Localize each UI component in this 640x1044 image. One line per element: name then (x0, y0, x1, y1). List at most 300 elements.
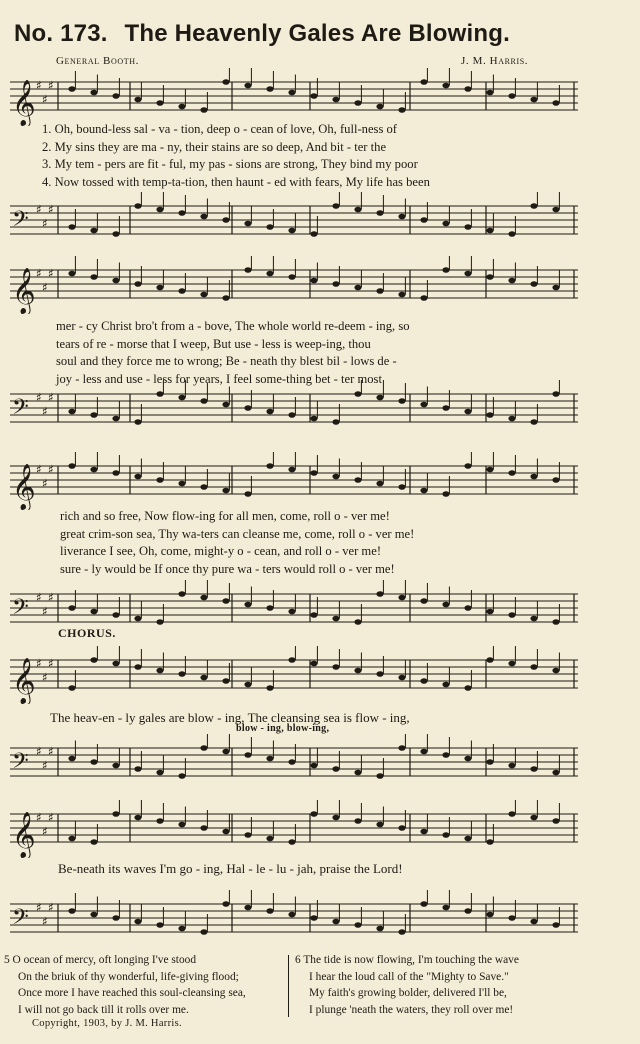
notehead (156, 619, 163, 625)
notehead (486, 657, 493, 663)
notehead (112, 416, 119, 422)
notehead (112, 231, 119, 237)
notehead (552, 391, 559, 397)
notehead (310, 661, 317, 667)
notehead (68, 908, 75, 914)
notehead (530, 474, 537, 480)
notehead (354, 922, 361, 928)
notehead (442, 405, 449, 411)
notehead (552, 922, 559, 928)
notehead (178, 671, 185, 677)
notehead (398, 929, 405, 935)
notehead (90, 467, 97, 473)
notehead (288, 228, 295, 234)
staff-chorus1-bass (10, 734, 578, 792)
sharp-icon: ♯ (36, 744, 42, 759)
sharp-icon: ♯ (42, 914, 48, 929)
notehead (420, 402, 427, 408)
notehead (200, 675, 207, 681)
notehead (354, 285, 361, 291)
notehead (200, 825, 207, 831)
notehead (244, 405, 251, 411)
sharp-icon: ♯ (36, 78, 42, 93)
notehead (156, 818, 163, 824)
notehead (332, 203, 339, 209)
verse5-line: I will not go back till it rolls over me. (18, 1003, 189, 1016)
bass-clef-icon: 𝄢 (12, 595, 29, 625)
notehead (68, 86, 75, 92)
notehead (178, 822, 185, 828)
notehead (244, 83, 251, 89)
notehead (464, 86, 471, 92)
notehead (134, 919, 141, 925)
notehead (288, 839, 295, 845)
hymn-title (14, 20, 510, 48)
notehead (178, 395, 185, 401)
notehead (552, 668, 559, 674)
notehead (420, 749, 427, 755)
notehead (244, 832, 251, 838)
notehead (354, 100, 361, 106)
notehead (354, 818, 361, 824)
verse3-line2: soul and they force me to wrong; Be - neath thy blest bil - lows de - (56, 354, 397, 368)
notehead (156, 477, 163, 483)
notehead (530, 281, 537, 287)
verse1-line2: mer - cy Christ bro't from a - bove, The whole world re-deem - ing, so (56, 319, 410, 333)
chorus-echo-text: blow - ing, blow-ing, (236, 723, 330, 734)
notehead (486, 609, 493, 615)
notehead (200, 292, 207, 298)
notehead (508, 231, 515, 237)
notehead (112, 278, 119, 284)
notehead (288, 412, 295, 418)
sharp-icon: ♯ (42, 476, 48, 491)
notehead (530, 815, 537, 821)
notehead (156, 285, 163, 291)
verse2-line3: great crim-son sea, Thy wa-ters can cleanse me, come, roll o - ver me! (60, 526, 415, 541)
sharp-icon: ♯ (36, 266, 42, 281)
notehead (354, 207, 361, 213)
verse1-line3: rich and so free, Now flow-ing for all men, come, roll o - ver me! (60, 509, 390, 523)
notehead (288, 90, 295, 96)
notehead (530, 616, 537, 622)
chorus-label: CHORUS. (58, 626, 116, 640)
notehead (354, 770, 361, 776)
sharp-icon: ♯ (42, 280, 48, 295)
notehead (156, 922, 163, 928)
notehead (442, 221, 449, 227)
verse4-line3: sure - ly would be If once thy pure wa - ters would roll o - ver me! (60, 561, 395, 576)
notehead (354, 391, 361, 397)
notehead (486, 90, 493, 96)
notehead (486, 467, 493, 473)
notehead (68, 409, 75, 415)
notehead (156, 207, 163, 213)
notehead (442, 682, 449, 688)
notehead (332, 664, 339, 670)
bass-staff-graphic (10, 380, 578, 438)
notehead (288, 467, 295, 473)
sharp-icon: ♯ (48, 590, 54, 605)
notehead (288, 274, 295, 280)
sharp-icon: ♯ (42, 92, 48, 107)
notehead (464, 605, 471, 611)
notehead (156, 770, 163, 776)
verse4-line2: joy - less and use - less for years, I feel some-thing bet - ter most (56, 371, 382, 386)
treble-staff-graphic (10, 800, 578, 858)
notehead (442, 83, 449, 89)
notehead (134, 419, 141, 425)
notehead (134, 616, 141, 622)
sharp-icon: ♯ (42, 824, 48, 839)
treble-staff-graphic (10, 256, 578, 314)
notehead (508, 763, 515, 769)
notehead (464, 224, 471, 230)
notehead (420, 79, 427, 85)
sharp-icon: ♯ (36, 900, 42, 915)
sharp-icon: ♯ (48, 900, 54, 915)
treble-clef-icon: 𝄞 (12, 658, 36, 704)
notehead (156, 391, 163, 397)
copyright-notice: Copyright, 1903, by J. M. Harris. (32, 1018, 182, 1029)
notehead (266, 463, 273, 469)
treble-staff-graphic (10, 68, 578, 126)
sharp-icon: ♯ (48, 810, 54, 825)
notehead (134, 766, 141, 772)
notehead (398, 214, 405, 220)
notehead (134, 815, 141, 821)
notehead (310, 915, 317, 921)
notehead (464, 756, 471, 762)
notehead (332, 419, 339, 425)
notehead (244, 267, 251, 273)
sharp-icon: ♯ (48, 266, 54, 281)
bass-clef-icon: 𝄢 (12, 905, 29, 935)
notehead (310, 93, 317, 99)
bass-clef-icon: 𝄢 (12, 395, 29, 425)
notehead (508, 915, 515, 921)
notehead (398, 595, 405, 601)
notehead (398, 398, 405, 404)
notehead (376, 822, 383, 828)
verse-divider (288, 955, 289, 1017)
sharp-icon: ♯ (48, 744, 54, 759)
notehead (376, 671, 383, 677)
notehead (486, 839, 493, 845)
notehead (222, 598, 229, 604)
notehead (420, 295, 427, 301)
notehead (530, 203, 537, 209)
notehead (288, 759, 295, 765)
sharp-icon: ♯ (42, 216, 48, 231)
notehead (376, 481, 383, 487)
notehead (244, 221, 251, 227)
notehead (266, 409, 273, 415)
notehead (552, 818, 559, 824)
notehead (266, 86, 273, 92)
notehead (90, 609, 97, 615)
notehead (266, 908, 273, 914)
notehead (486, 228, 493, 234)
notehead (200, 745, 207, 751)
verse6-line: I plunge 'neath the waters, they roll over me! (309, 1003, 514, 1016)
bass-staff-graphic (10, 890, 578, 948)
notehead (266, 271, 273, 277)
notehead (68, 836, 75, 842)
notehead (332, 281, 339, 287)
notehead (288, 912, 295, 918)
bass-clef-icon: 𝄢 (12, 749, 29, 779)
notehead (552, 619, 559, 625)
notehead (178, 926, 185, 932)
chorus-lyric-line1: The heav-en - ly gales are blow - ing, The cleansing sea is flow - ing, (50, 710, 410, 725)
notehead (90, 657, 97, 663)
notehead (530, 919, 537, 925)
notehead (442, 602, 449, 608)
notehead (398, 745, 405, 751)
notehead (178, 210, 185, 216)
notehead (354, 619, 361, 625)
notehead (178, 288, 185, 294)
notehead (508, 278, 515, 284)
notehead (552, 477, 559, 483)
verse6-line: 6 The tide is now flowing, I'm touching the wave (295, 954, 519, 966)
notehead (134, 664, 141, 670)
notehead (200, 595, 207, 601)
notehead (508, 93, 515, 99)
notehead (112, 811, 119, 817)
sharp-icon: ♯ (36, 462, 42, 477)
notehead (376, 926, 383, 932)
notehead (68, 224, 75, 230)
notehead (398, 107, 405, 113)
notehead (90, 90, 97, 96)
sharp-icon: ♯ (36, 390, 42, 405)
lyricist-credit: General Booth. (56, 55, 139, 67)
notehead (112, 661, 119, 667)
notehead (552, 207, 559, 213)
notehead (310, 612, 317, 618)
staff-system1-bass (10, 192, 578, 250)
notehead (266, 836, 273, 842)
treble-clef-icon: 𝄞 (12, 80, 36, 126)
notehead (134, 474, 141, 480)
notehead (200, 484, 207, 490)
sharp-icon: ♯ (36, 202, 42, 217)
sharp-icon: ♯ (36, 810, 42, 825)
verse5-line: On the briuk of thy wonderful, life-giving flood; (18, 970, 239, 983)
notehead (486, 759, 493, 765)
notehead (310, 470, 317, 476)
sharp-icon: ♯ (42, 404, 48, 419)
notehead (266, 224, 273, 230)
notehead (244, 752, 251, 758)
notehead (354, 477, 361, 483)
notehead (552, 770, 559, 776)
notehead (398, 292, 405, 298)
notehead (552, 100, 559, 106)
notehead (222, 749, 229, 755)
sharp-icon: ♯ (48, 390, 54, 405)
notehead (222, 79, 229, 85)
notehead (112, 915, 119, 921)
notehead (508, 612, 515, 618)
notehead (332, 616, 339, 622)
notehead (134, 281, 141, 287)
verse-6 (295, 952, 640, 1018)
notehead (508, 470, 515, 476)
sharp-icon: ♯ (48, 78, 54, 93)
notehead (332, 815, 339, 821)
notehead (90, 274, 97, 280)
notehead (134, 203, 141, 209)
bass-clef-icon: 𝄢 (12, 207, 29, 237)
notehead (112, 93, 119, 99)
notehead (90, 412, 97, 418)
sharp-icon: ♯ (36, 590, 42, 605)
notehead (420, 488, 427, 494)
notehead (398, 675, 405, 681)
staff-system2-treble (10, 256, 578, 314)
notehead (288, 609, 295, 615)
notehead (112, 470, 119, 476)
notehead (376, 288, 383, 294)
sharp-icon: ♯ (42, 758, 48, 773)
notehead (398, 825, 405, 831)
hymn-name: The Heavenly Gales Are Blowing. (124, 20, 510, 47)
notehead (266, 605, 273, 611)
notehead (442, 752, 449, 758)
notehead (530, 664, 537, 670)
notehead (178, 104, 185, 110)
notehead (376, 395, 383, 401)
verse1-line1: 1. Oh, bound-less sal - va - tion, deep o - cean of love, Oh, full-ness of (42, 122, 397, 136)
notehead (420, 598, 427, 604)
composer-credit: J. M. Harris. (461, 55, 529, 67)
notehead (90, 912, 97, 918)
notehead (200, 107, 207, 113)
notehead (68, 605, 75, 611)
verse2-line2: tears of re - morse that I weep, But use - less is weep-ing, thou (56, 336, 371, 351)
bass-staff-graphic (10, 192, 578, 250)
notehead (552, 285, 559, 291)
notehead (376, 773, 383, 779)
treble-clef-icon: 𝄞 (12, 812, 36, 858)
notehead (222, 829, 229, 835)
sharp-icon: ♯ (48, 462, 54, 477)
notehead (464, 908, 471, 914)
treble-staff-graphic (10, 452, 578, 510)
notehead (464, 409, 471, 415)
notehead (90, 228, 97, 234)
notehead (178, 591, 185, 597)
notehead (310, 763, 317, 769)
notehead (68, 271, 75, 277)
notehead (222, 295, 229, 301)
treble-clef-icon: 𝄞 (12, 268, 36, 314)
notehead (332, 766, 339, 772)
staff-system1-treble (10, 68, 578, 126)
notehead (420, 901, 427, 907)
notehead (310, 416, 317, 422)
notehead (508, 661, 515, 667)
notehead (354, 668, 361, 674)
notehead (442, 905, 449, 911)
sharp-icon: ♯ (42, 604, 48, 619)
notehead (508, 416, 515, 422)
notehead (420, 217, 427, 223)
sharp-icon: ♯ (36, 656, 42, 671)
sharp-icon: ♯ (48, 202, 54, 217)
bass-staff-graphic (10, 734, 578, 792)
notehead (200, 214, 207, 220)
notehead (310, 278, 317, 284)
notehead (464, 836, 471, 842)
notehead (310, 811, 317, 817)
notehead (376, 210, 383, 216)
notehead (442, 832, 449, 838)
treble-staff-graphic (10, 646, 578, 704)
notehead (156, 668, 163, 674)
verse4-line1: 4. Now tossed with temp-ta-tion, then haunt - ed with fears, My life has been (42, 174, 430, 189)
notehead (112, 612, 119, 618)
verse2-line1: 2. My sins they are ma - ny, their stains are so deep, And bit - ter the (42, 139, 387, 154)
notehead (332, 474, 339, 480)
verse5-line: Once more I have reached this soul-cleansing sea, (18, 987, 246, 999)
notehead (332, 919, 339, 925)
staff-chorus2-treble (10, 800, 578, 858)
staff-chorus2-bass (10, 890, 578, 948)
notehead (530, 97, 537, 103)
notehead (68, 756, 75, 762)
notehead (200, 398, 207, 404)
notehead (244, 491, 251, 497)
notehead (90, 839, 97, 845)
notehead (266, 685, 273, 691)
notehead (442, 491, 449, 497)
notehead (288, 657, 295, 663)
staff-chorus1-treble (10, 646, 578, 704)
hymn-number: No. 173. (14, 20, 108, 47)
verse-5 (4, 952, 294, 1018)
notehead (332, 97, 339, 103)
notehead (486, 274, 493, 280)
notehead (244, 905, 251, 911)
staff-system3-treble (10, 452, 578, 510)
verse6-line: I hear the loud call of the "Mighty to Save." (309, 970, 509, 983)
notehead (464, 685, 471, 691)
chorus-lyric-line2: Be-neath its waves I'm go - ing, Hal - le - lu - jah, praise the Lord! (58, 861, 403, 876)
notehead (420, 678, 427, 684)
notehead (486, 912, 493, 918)
notehead (178, 773, 185, 779)
notehead (222, 217, 229, 223)
notehead (178, 481, 185, 487)
notehead (200, 929, 207, 935)
notehead (222, 901, 229, 907)
notehead (530, 766, 537, 772)
notehead (112, 763, 119, 769)
notehead (486, 412, 493, 418)
notehead (266, 756, 273, 762)
notehead (68, 463, 75, 469)
notehead (244, 602, 251, 608)
verse3-line1: 3. My tem - pers are fit - ful, my pas - sions are strong, They bind my poor (42, 157, 418, 171)
notehead (464, 271, 471, 277)
staff-system2-bass (10, 380, 578, 438)
notehead (222, 402, 229, 408)
notehead (376, 591, 383, 597)
